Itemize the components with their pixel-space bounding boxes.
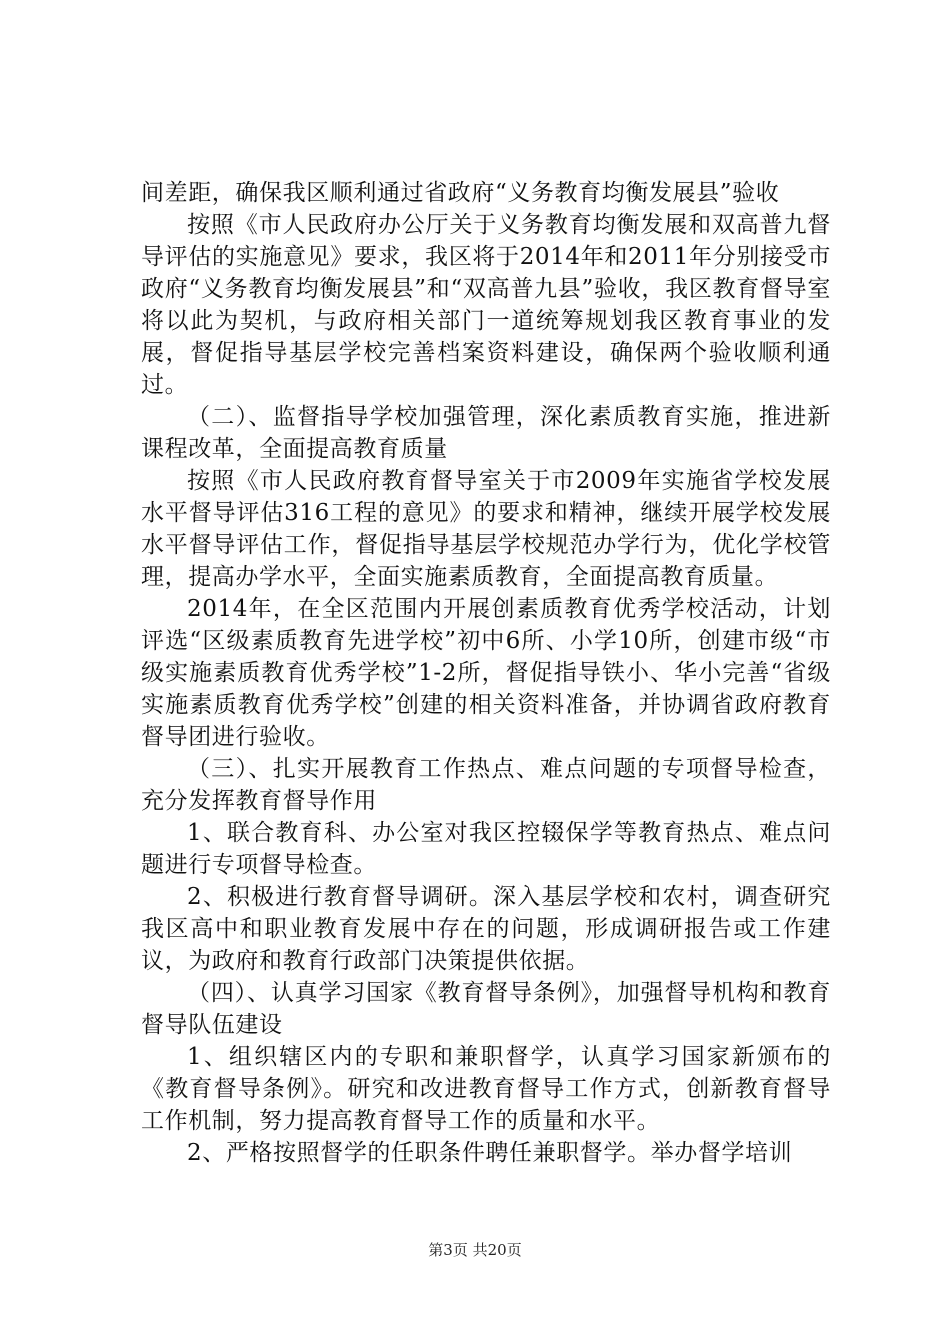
paragraph-item-1: 1、联合教育科、办公室对我区控辍保学等教育热点、难点问题进行专项督导检查。	[141, 820, 831, 878]
section-heading-3: （三）、扎实开展教育工作热点、难点问题的专项督导检查，充分发挥教育督导作用	[141, 756, 831, 814]
document-body	[141, 177, 831, 1169]
paragraph-item-2-appoint: 2、严格按照督学的任职条件聘任兼职督学。举办督学培训	[187, 1140, 793, 1166]
paragraph-school-development: 按照《市人民政府教育督导室关于市2009年实施省学校发展水平督导评估316工程的意见》的要求和精神，继续开展学校发展水平督导评估工作，督促指导基层学校规范办学行为，优化学校管理，提高办学水平，全面实施素质教育，全面提高教育质量。	[141, 468, 831, 590]
paragraph-acceptance-plan: 按照《市人民政府办公厅关于义务教育均衡发展和双高普九督导评估的实施意见》要求，我区将于2014年和2011年分别接受市政府“义务教育均衡发展县”和“双高普九县”验收，我区教育督导室将以此为契机，与政府相关部门一道统筹规划我区教育事业的发展，督促指导基层学校完善档案资料建设，确保两个验收顺利通过。	[141, 212, 831, 398]
section-heading-2: （二）、监督指导学校加强管理，深化素质教育实施，推进新课程改革，全面提高教育质量	[141, 404, 831, 462]
paragraph-item-2: 2、积极进行教育督导调研。深入基层学校和农村，调查研究我区高中和职业教育发展中存在的问题，形成调研报告或工作建议，为政府和教育行政部门决策提供依据。	[141, 884, 831, 974]
paragraph-continuation: 间差距，确保我区顺利通过省政府“义务教育均衡发展县”验收	[141, 180, 780, 206]
paragraph-quality-schools: 2014年，在全区范围内开展创素质教育优秀学校活动，计划评选“区级素质教育先进学校”初中6所、小学10所，创建市级“市级实施素质教育优秀学校”1-2所，督促指导铁小、华小完善“省级实施素质教育优秀学校”创建的相关资料准备，并协调省政府教育督导团进行验收。	[141, 596, 831, 750]
page-number-footer: 第3页 共20页	[428, 1241, 522, 1259]
paragraph-item-1-study: 1、组织辖区内的专职和兼职督学，认真学习国家新颁布的《教育督导条例》。研究和改进教育督导工作方式，创新教育督导工作机制，努力提高教育督导工作的质量和水平。	[141, 1044, 831, 1134]
section-heading-4: （四）、认真学习国家《教育督导条例》，加强督导机构和教育督导队伍建设	[141, 980, 831, 1038]
